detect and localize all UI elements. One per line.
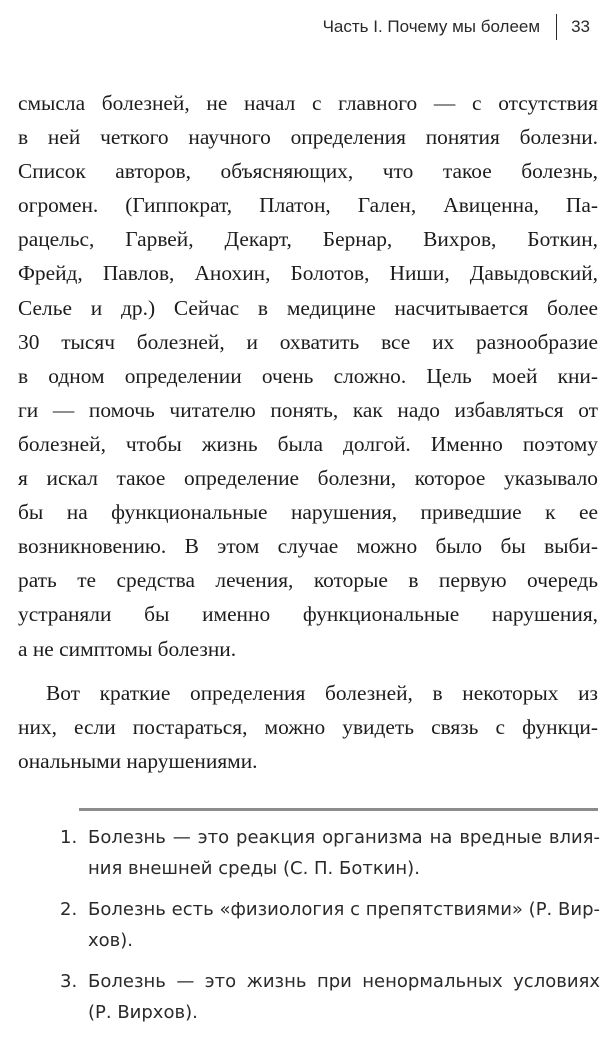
text-line: возникновению. В этом случае можно было бы выби- <box>18 534 598 559</box>
text-line: я искал такое определение болезни, которое указывало <box>18 466 598 491</box>
text-line: них, если постараться, можно увидеть связь с функци- <box>18 714 598 739</box>
text-line: Болезнь — это реакция организма на вредные влия- <box>88 827 600 848</box>
header-divider <box>556 14 557 40</box>
text-line: в одном определении очень сложно. Цель моей кни- <box>18 363 598 388</box>
text-line: ги — помочь читателю понять, как надо избавляться от <box>18 397 598 422</box>
footnote-number: 1. <box>60 827 78 848</box>
text-line: (Р. Вирхов). <box>88 1002 198 1023</box>
footnote-number: 2. <box>60 899 78 920</box>
page-number: 33 <box>571 17 590 36</box>
text-line: Болезнь — это жизнь при ненормальных условиях <box>88 971 600 992</box>
paragraph <box>18 86 598 666</box>
footnote-list <box>60 822 600 1038</box>
main-text <box>18 86 598 778</box>
footnote-item <box>60 822 600 884</box>
text-line: Вот краткие определения болезней, в некоторых из <box>46 680 598 705</box>
footnote-text <box>88 966 600 1028</box>
text-line: хов). <box>88 930 134 951</box>
text-line: Болезнь есть «физиология с препятствиями» (Р. Вир- <box>88 899 600 920</box>
footnote-number: 3. <box>60 971 78 992</box>
footnote-divider <box>79 808 598 811</box>
text-line: болезней, чтобы жизнь была долгой. Именно поэтому <box>18 431 598 456</box>
text-line: в ней четкого научного определения понятия болезни. <box>18 125 598 150</box>
footnote-item <box>60 894 600 956</box>
footnote-item <box>60 966 600 1028</box>
footnote-text <box>88 894 600 956</box>
text-line: рацельс, Гарвей, Декарт, Бернар, Вихров, Боткин, <box>18 227 598 252</box>
text-line: рать те средства лечения, которые в первую очередь <box>18 568 598 593</box>
text-line: ния внешней среды (С. П. Боткин). <box>88 858 420 879</box>
text-line: Фрейд, Павлов, Анохин, Болотов, Ниши, Давыдовский, <box>18 261 598 286</box>
text-line: а не симптомы болезни. <box>18 636 237 661</box>
chapter-title: Часть I. Почему мы болеем <box>322 17 541 36</box>
text-line: устраняли бы именно функциональные нарушения, <box>18 602 598 627</box>
text-line: ональными нарушениями. <box>18 748 258 773</box>
footnote-text <box>88 822 600 884</box>
text-line: смысла болезней, не начал с главного — с отсутствия <box>18 91 598 115</box>
running-header <box>323 12 590 42</box>
text-line: огромен. (Гиппократ, Платон, Гален, Авиценна, Па- <box>18 193 598 218</box>
text-line: бы на функциональные нарушения, приведшие к ее <box>18 500 598 525</box>
paragraph <box>18 676 598 778</box>
text-line: Список авторов, объясняющих, что такое болезнь, <box>18 159 598 184</box>
text-line: Селье и др.) Сейчас в медицине насчитывается более <box>18 295 598 320</box>
text-line: 30 тысяч болезней, и охватить все их разнообразие <box>18 329 598 354</box>
